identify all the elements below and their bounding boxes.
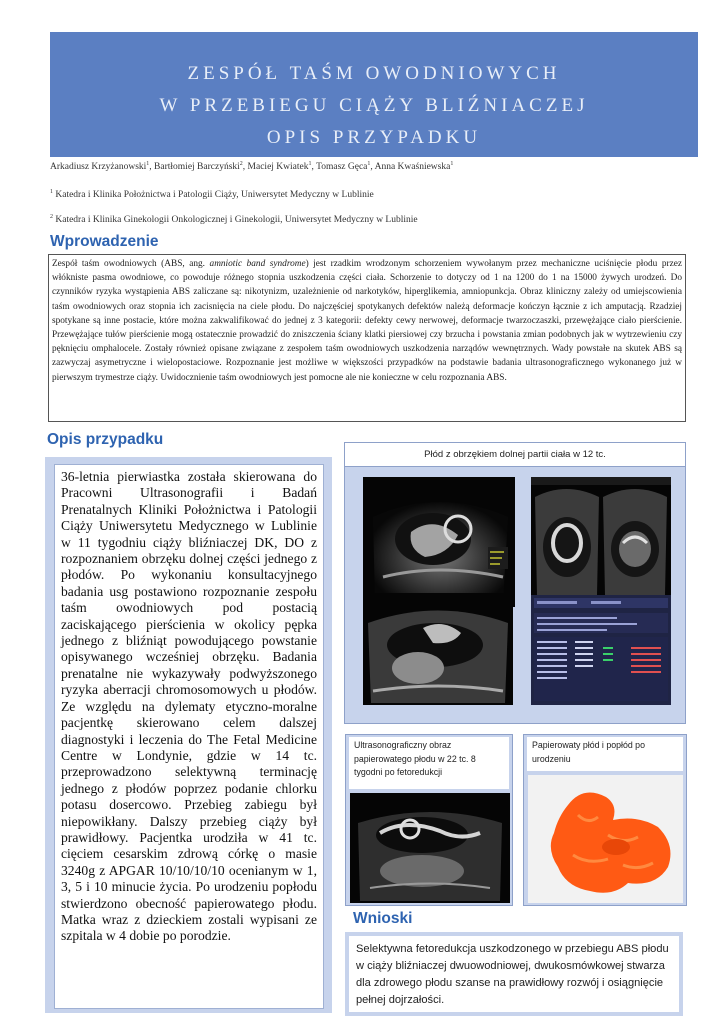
ultrasound-image-axial bbox=[363, 593, 513, 705]
intro-text-italic: amniotic band syndrome bbox=[209, 259, 306, 269]
author-name: Bartłomiej Barczyński bbox=[154, 162, 240, 173]
case-text: 36-letnia pierwiastka została skierowana do Pracowni Ultrasonografii i Badań Prenatalnych Kliniki Położnictwa i Patologii Ciąży Uniwersytetu Medycznego w Lublinie w 11 tygodniu ciąży bliźniaczej DK, DO z rozpoznaniem obrzęku dolnej części jednego z płodów. Po wykonaniu konsultacyjnego badania usg postawiono rozpoznanie zespołu taśm owodniowych pod postacią zaciskającego pierścienia w okolicy pępka jednego z bliźniąt powodującego powstanie opisywanego wcześniej obrzęku. Badania prenatalne nie wykazywały podwyższonego ryzyka aberracji chromosomowych u płodów. Ze względu na dylematy etyczno-moralne pacjentkę skierowano celem dalszej diagnostyki i leczenia do The Fetal Medicine Centre w Londynie, gdzie w 14 tc. przeprowadzono selektywną terminację jednego z płodów poprzez podanie chlorku potasu dosercowo. Przebieg zabiegu był niepowikłany. Dalszy przebieg ciąży był prawidłowy. Pacjentka urodziła w 41 tc. cięciem cesarskim zdrową córkę o masie 3240g z APGAR 10/10/10/10 ocenianym w 1, 3, 5 i 10 minucie życia. Po urodzeniu popłodu stwierdzono obecność papierowatego płodu. Matka wraz z dzieckiem zostali wypisani ze szpitala w 4 dobie po porodzie. bbox=[54, 464, 324, 1009]
ultrasound-image-sagittal bbox=[363, 477, 515, 607]
author-list: Arkadiusz Krzyżanowski$^1$, Bartłomiej Barczyński$^2$, Maciej Kwiatek$^1$, Tomasz Gęca$^1$, Anna Kwaśniewska$^1$ bbox=[50, 161, 454, 173]
title-line-3: OPIS PRZYPADKU bbox=[266, 127, 482, 148]
figure-panel bbox=[344, 442, 686, 724]
author-affiliation-mark: 1 bbox=[308, 161, 312, 167]
intro-text-box bbox=[48, 254, 686, 422]
author-affiliation-mark: 1 bbox=[146, 161, 150, 167]
affiliation-text: Katedra i Klinika Położnictwa i Patologii Ciąży, Uniwersytet Medyczny w Lublinie bbox=[55, 190, 374, 201]
intro-text-part: ) jest rzadkim wrodzonym schorzeniem wywołanym przez mechaniczne uciśnięcie płodu przez włókniste pasma owodniowe, co powoduje różnego stopnia uszkodzenia części ciała. Schorzenie to dotyczy od 1 na 1200 do 1 na 15000 żywych urodzeń. Do czynników ryzyka wystąpienia ABS zaliczane są: nikotynizm, uzależnienie od narkotyków, hiperglikemia, amniopunkcja. Obraz kliniczny zależy od umiejscowienia taśm owodniowych oraz stopnia ich zacisnięcia na ciele płodu. Do najczęściej spotykanych defektów należą deformacje kończyn łącznie z ich amputacją. Rzadziej spotykane są inne postacie, które można zakwalifikować do jednej z 3 kategorii: defekty cewy nerwowej, deformacje twarzoczaszki, przewężające ciało pierścienie. Przewężające tułów pierścienie mogą ostatecznie prowadzić do zniszczenia ściany klatki piersiowej czy brzucha i powstania zmian podobnych jak w wytrzewieniu czy pęknięciu omphalocele. Zostały również opisane związane z zespołem taśm owodniowych uszkodzenia narządów wewnętrznych. Wady powstałe na skutek ABS są zazwyczaj asymetryczne i wielopostaciowe. Rozpoznanie jest możliwe w większości przypadków na podstawie badania ultrasonograficznego wykonanego już w pierwszym trymestrze ciąży. Uwidocznienie taśm owodniowych jest pomocne ale nie konieczne w celu rozpoznania ABS. bbox=[52, 259, 682, 383]
title-band bbox=[50, 32, 698, 157]
conclusions-panel bbox=[345, 932, 683, 1016]
author-name: Maciej Kwiatek bbox=[247, 162, 309, 173]
paper-fetus-specimen-panel bbox=[523, 734, 687, 906]
author-affiliation-mark: 2 bbox=[239, 161, 243, 167]
paper-fetus-ultrasound-caption: Ultrasonograficzny obraz papierowatego płodu w 22 tc. 8 tygodni po fetoredukcji bbox=[349, 737, 509, 789]
case-heading: Opis przypadku bbox=[47, 431, 164, 448]
ultrasound-image-paper-fetus bbox=[350, 793, 510, 903]
title-line-1: ZESPÓŁ TAŚM OWODNIOWYCH bbox=[187, 63, 561, 84]
author-name: Anna Kwaśniewska bbox=[374, 162, 451, 173]
intro-text-part: Zespół taśm owodniowych (ABS, ang. bbox=[52, 259, 210, 269]
author-affiliation-mark: 1 bbox=[367, 161, 371, 167]
paper-fetus-specimen-caption: Papierowaty płód i popłód po urodzeniu bbox=[527, 737, 683, 771]
case-panel bbox=[45, 457, 332, 1013]
affiliation-mark: 1 bbox=[50, 189, 53, 195]
specimen-photo bbox=[528, 775, 683, 903]
affiliation-text: Katedra i Klinika Ginekologii Onkologicznej i Ginekologii, Uniwersytet Medyczny w Lublinie bbox=[55, 215, 418, 226]
ultrasound-doppler-report bbox=[531, 595, 671, 705]
affiliation-1 bbox=[50, 189, 374, 200]
conclusions-heading: Wnioski bbox=[353, 910, 413, 927]
title-line-2: W PRZEBIEGU CIĄŻY BLIŹNIACZEJ bbox=[159, 95, 589, 116]
paper-fetus-ultrasound-panel bbox=[345, 734, 513, 906]
affiliation-2 bbox=[50, 214, 418, 225]
figure-caption: Płód z obrzękiem dolnej partii ciała w 12 tc. bbox=[345, 443, 685, 467]
author-name: Tomasz Gęca bbox=[316, 162, 368, 173]
author-affiliation-mark: 1 bbox=[450, 161, 454, 167]
conclusions-text: Selektywna fetoredukcja uszkodzonego w przebiegu ABS płodu w ciąży bliźniaczej dwuowodniowej, dwukosmówkowej stwarza dla zdrowego płodu szanse na prawidłowy rozwój i osiągnięcie pełnej dojrzałości. bbox=[349, 936, 679, 1012]
author-name: Arkadiusz Krzyżanowski bbox=[50, 162, 147, 173]
ultrasound-image-pair bbox=[531, 477, 671, 607]
intro-heading: Wprowadzenie bbox=[50, 233, 159, 250]
affiliation-mark: 2 bbox=[50, 214, 53, 220]
